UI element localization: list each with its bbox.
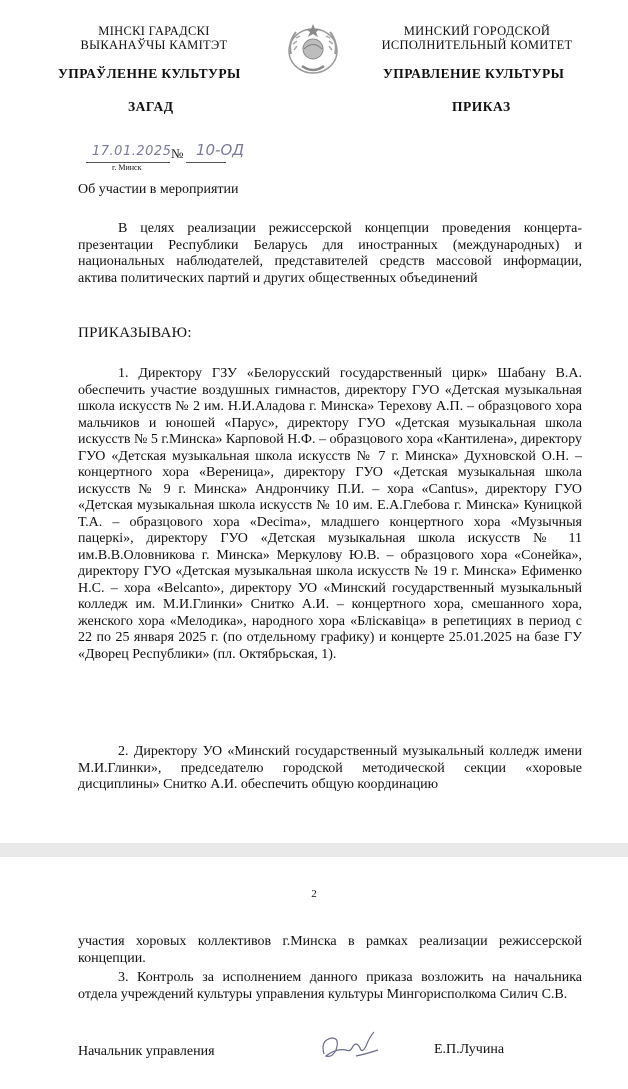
org-name-line: МИНСКИЙ ГОРОДСКОЙ: [403, 24, 551, 38]
org-name-line: ВЫКАНАЎЧЫ КАМІТЭТ: [80, 38, 228, 52]
number-sign: №: [171, 146, 184, 161]
order-item-2-continued: участия хоровых коллективов г.Минска в рамках реализации режиссерской концепции.: [78, 934, 582, 966]
signatory-title: Начальник управления: [78, 1044, 215, 1059]
state-emblem-icon: [284, 20, 342, 78]
org-name-belarusian: [54, 24, 254, 52]
order-item-2-start: 2. Директору УО «Минский государственный музыкальный колледж имени М.И.Глинки», председателю городской методической секции «хоровые дисциплины» Снитко А.И. обеспечить общую координацию: [78, 744, 582, 792]
order-item-1: 1. Директору ГЗУ «Белорусский государственный цирк» Шабану В.А. обеспечить участие воздушных гимнастов, директору ГУО «Детская музыкальная школа искусств № 2 им. Н.И.Аладова г. Минска» Терехову А.П. – образцового хора мальчиков и юношей «Парус», директору ГУО «Детская музыкальная школа искусств № 5 г.Минска» Карповой Н.Ф. – образцового хора «Кантилена», директору ГУО «Детская музыкальная школа искусств № 7 г. Минска» Духновской О.Н. – концертного хора «Вереница», директору ГУО «Детская музыкальная школа искусств № 9 г. Минска» Андрончику П.И. – хора «Cantus», директору ГУО «Детская музыкальная школа искусств № 10 им. Е.А.Глебова г. Минска» Куницкой Т.А. – образцового хора «Decima», младшего концертного хора «Музычныя пацеркі», директору ГУО «Детская музыкальная школа искусств № 11 им.В.В.Оловникова г. Минска» Меркулову Ю.В. – образцового хора «Сонейка», директору ГУО «Детская музыкальная школа искусств № 19 г. Минска» Ефименко Н.С. – хора «Belcanto», директору УО «Минский государственный музыкальный колледж им. М.И.Глинки» Снитко А.И. – концертного хора, смешанного хора, женского хора «Мелодика», народного хора «Бліскавіца» в репетициях в период с 22 по 25 января 2025 г. (по отдельному графику) и концерте 25.01.2025 на базе ГУ «Дворец Республики» (пл. Октябрьская, 1).: [78, 366, 582, 662]
order-keyword: ПРИКАЗЫВАЮ:: [78, 325, 192, 341]
page-break: [0, 843, 628, 857]
signatory-name: Е.П.Лучина: [434, 1042, 505, 1057]
order-subject: Об участии в мероприятии: [78, 182, 239, 197]
preamble-paragraph: В целях реализации режиссерской концепции проведения концерта-презентации Республики Беларусь для иностранных (международных) и национальных наблюдателей, представителей средств массовой информации, актива политических партий и других общественных объединений: [78, 221, 582, 286]
order-date: 17.01.2025: [92, 144, 172, 159]
number-underline: [186, 162, 226, 163]
doc-type-russian: ПРИКАЗ: [452, 99, 511, 114]
doc-type-belarusian: ЗАГАД: [128, 99, 174, 114]
order-item-3: 3. Контроль за исполнением данного приказа возложить на начальника отдела учреждений культуры управления культуры Мингорисполкома Силич С.В.: [78, 970, 582, 1002]
page-number: 2: [311, 888, 317, 900]
org-name-russian: [370, 24, 584, 52]
handwritten-signature-icon: [316, 1026, 386, 1068]
city-label: г. Минск: [112, 163, 142, 172]
org-name-line: ИСПОЛНИТЕЛЬНЫЙ КОМИТЕТ: [381, 38, 573, 52]
org-name-line: МІНСКІ ГАРАДСКІ: [98, 24, 210, 38]
order-number: 10-ОД: [196, 141, 245, 159]
department-belarusian: УПРАЎЛЕННЕ КУЛЬТУРЫ: [58, 66, 241, 81]
department-russian: УПРАВЛЕНИЕ КУЛЬТУРЫ: [383, 66, 565, 81]
